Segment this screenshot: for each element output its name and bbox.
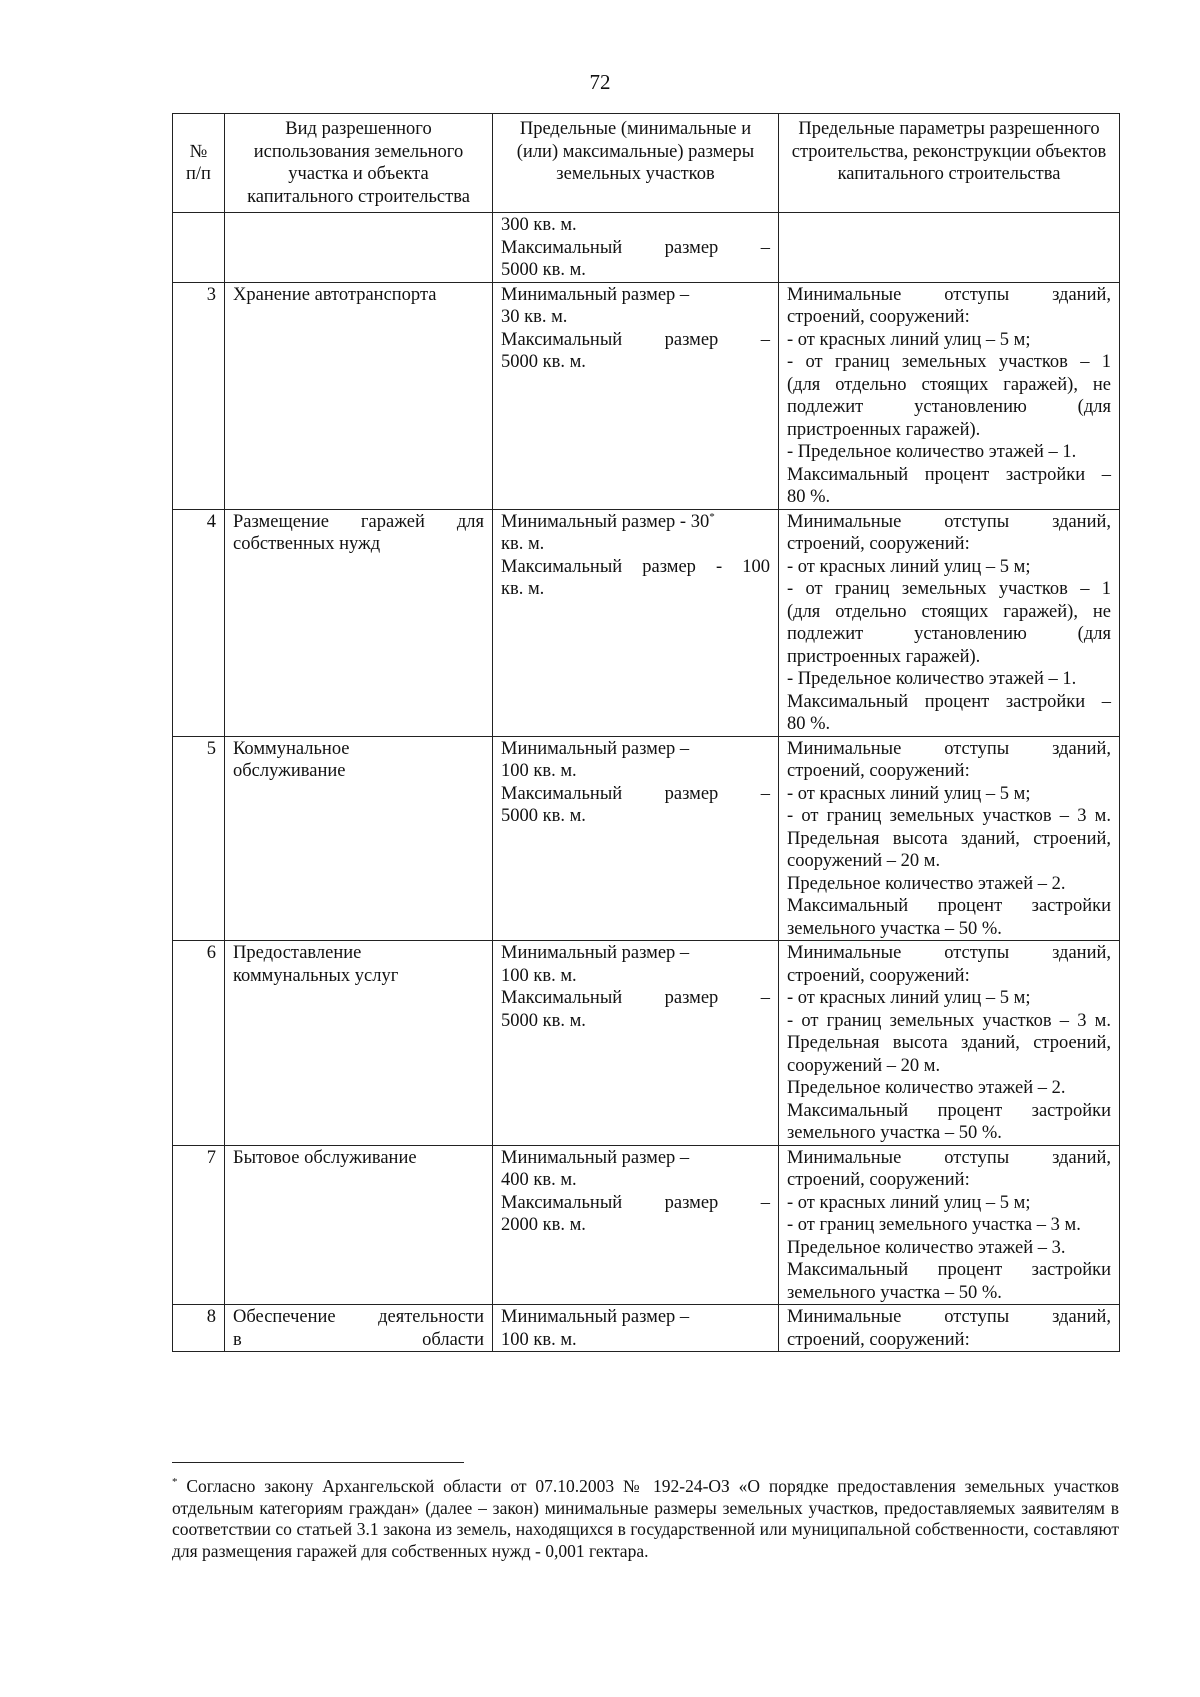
plot-size-line: 100 кв. м.	[501, 965, 577, 986]
build-params-line: подлежит установлению (для	[787, 624, 1111, 644]
plot-size-line: Максимальный размер –	[501, 988, 770, 1008]
build-params-line: - Предельное количество этажей – 1.	[787, 669, 1077, 689]
table-body	[173, 213, 1120, 1352]
plot-size-cell	[493, 213, 779, 283]
plot-size-cell	[493, 736, 779, 941]
build-params-cell	[779, 282, 1120, 509]
plot-size-cell	[493, 941, 779, 1146]
build-params-line: строений, сооружений:	[787, 534, 970, 554]
plot-size-line: 5000 кв. м.	[501, 1010, 586, 1031]
footnote	[172, 1476, 1119, 1562]
plot-size-line: 5000 кв. м.	[501, 806, 586, 826]
build-params-line: - от границ земельных участков – 1	[787, 579, 1111, 599]
plot-size-line: Минимальный размер –	[501, 1147, 690, 1168]
build-params-cell	[779, 736, 1120, 941]
use-type-line: Размещение гаражей для	[233, 511, 484, 532]
use-type-cell	[225, 1145, 493, 1305]
row-number: 7	[173, 1145, 225, 1305]
build-params-line: - от границ земельного участка – 3 м.	[787, 1215, 1081, 1235]
table-row	[173, 282, 1120, 509]
build-params-line: - от границ земельных участков – 1	[787, 352, 1111, 372]
plot-size-cell	[493, 1305, 779, 1352]
build-params-cell	[779, 213, 1120, 283]
plot-size-line: Максимальный размер –	[501, 329, 770, 350]
use-type-line: в области	[233, 1329, 484, 1350]
plot-size-line: Минимальный размер –	[501, 943, 690, 963]
header-use-type: Вид разрешенного использования земельного участка и объекта капитального строительства	[225, 114, 493, 213]
table-row	[173, 1305, 1120, 1352]
plot-size-line: кв. м.	[501, 579, 545, 599]
use-type-line: Обеспечение деятельности	[233, 1307, 484, 1327]
table-row	[173, 213, 1120, 283]
row-number: 8	[173, 1305, 225, 1352]
build-params-line: - Предельное количество этажей – 1.	[787, 442, 1077, 462]
build-params-line: 80 %.	[787, 487, 831, 507]
plot-size-line: 5000 кв. м.	[501, 260, 586, 280]
build-params-cell	[779, 1145, 1120, 1305]
build-params-line: подлежит установлению (для	[787, 397, 1111, 417]
build-params-line: строений, сооружений:	[787, 1329, 970, 1350]
build-params-line: строений, сооружений:	[787, 965, 970, 986]
footnote-marker: *	[172, 1476, 178, 1489]
plot-size-line: 100 кв. м.	[501, 1329, 577, 1350]
build-params-line: строений, сооружений:	[787, 761, 970, 781]
plot-size-line: Максимальный размер - 100	[501, 556, 770, 577]
build-params-line: Предельная высота зданий, строений,	[787, 828, 1111, 849]
plot-size-line: 400 кв. м.	[501, 1170, 577, 1190]
use-type-cell	[225, 941, 493, 1146]
build-params-line: земельного участка – 50 %.	[787, 1282, 1002, 1303]
use-type-cell	[225, 282, 493, 509]
plot-size-line: Максимальный размер –	[501, 1192, 770, 1213]
plot-size-line: кв. м.	[501, 534, 545, 554]
build-params-line: Максимальный процент застройки –	[787, 464, 1111, 485]
build-params-line: Предельное количество этажей – 3.	[787, 1237, 1066, 1258]
build-params-line: Минимальные отступы зданий,	[787, 284, 1111, 305]
build-params-line: - от границ земельных участков – 3 м.	[787, 1010, 1111, 1031]
row-number	[173, 213, 225, 283]
row-number: 3	[173, 282, 225, 509]
build-params-line: Предельная высота зданий, строений,	[787, 1033, 1111, 1053]
row-number: 5	[173, 736, 225, 941]
use-type-line: Бытовое обслуживание	[233, 1147, 417, 1168]
use-type-line: Коммунальное	[233, 738, 350, 759]
build-params-cell	[779, 941, 1120, 1146]
build-params-line: Минимальные отступы зданий,	[787, 1307, 1111, 1327]
build-params-line: Минимальные отступы зданий,	[787, 1147, 1111, 1168]
build-params-line: 80 %.	[787, 714, 831, 734]
footnote-divider	[172, 1462, 464, 1463]
build-params-line: - от красных линий улиц – 5 м;	[787, 988, 1031, 1008]
build-params-line: Минимальные отступы зданий,	[787, 738, 1111, 759]
build-params-line: Минимальные отступы зданий,	[787, 511, 1111, 532]
plot-size-line: Минимальный размер - 30*	[501, 510, 715, 532]
footnote-reference: *	[709, 510, 715, 523]
build-params-cell	[779, 1305, 1120, 1352]
build-params-line: (для отдельно стоящих гаражей), не	[787, 374, 1111, 395]
plot-size-line: 5000 кв. м.	[501, 352, 586, 372]
plot-size-cell	[493, 509, 779, 736]
plot-size-line: Максимальный размер –	[501, 237, 770, 258]
row-number: 4	[173, 509, 225, 736]
header-plot-size: Предельные (минимальные и (или) максимальные) размеры земельных участков	[493, 114, 779, 213]
build-params-line: - от границ земельных участков – 3 м.	[787, 806, 1111, 826]
plot-size-line: 100 кв. м.	[501, 761, 577, 781]
build-params-line: (для отдельно стоящих гаражей), не	[787, 601, 1111, 622]
table-header-row	[173, 114, 1120, 213]
header-number-line: №	[189, 141, 208, 162]
build-params-line: - от красных линий улиц – 5 м;	[787, 329, 1031, 350]
build-params-line: Предельное количество этажей – 2.	[787, 1078, 1066, 1098]
table-row	[173, 941, 1120, 1146]
build-params-line: - от красных линий улиц – 5 м;	[787, 783, 1031, 804]
header-number	[173, 114, 225, 213]
build-params-line: земельного участка – 50 %.	[787, 1123, 1002, 1143]
plot-size-line: Минимальный размер –	[501, 284, 690, 305]
plot-size-line: 300 кв. м.	[501, 215, 577, 235]
build-params-line: Максимальный процент застройки –	[787, 691, 1111, 712]
build-params-line: - от красных линий улиц – 5 м;	[787, 1192, 1031, 1213]
build-params-line: пристроенных гаражей).	[787, 646, 981, 667]
row-number: 6	[173, 941, 225, 1146]
build-params-line: земельного участка – 50 %.	[787, 918, 1002, 939]
footnote-text: Согласно закону Архангельской области от 07.10.2003 № 192-24-ОЗ «О порядке предоставления земельных участков отдельным категориям граждан» (далее – закон) минимальные размеры земельных участков, предоставляемых заявителям в соответствии со статьей 3.1 закона из земель, находящихся в государственной или муниципальной собственности, составляют для размещения гаражей для собственных нужд - 0,001 гектара.	[172, 1476, 1119, 1561]
build-params-line: сооружений – 20 м.	[787, 851, 941, 871]
build-params-line: Максимальный процент застройки	[787, 896, 1111, 916]
use-type-line: собственных нужд	[233, 534, 381, 554]
build-params-line: Максимальный процент застройки	[787, 1100, 1111, 1121]
plot-size-line: Максимальный размер –	[501, 783, 770, 804]
plot-size-cell	[493, 1145, 779, 1305]
use-type-cell	[225, 1305, 493, 1352]
build-params-line: Минимальные отступы зданий,	[787, 943, 1111, 963]
header-build-params: Предельные параметры разрешенного строительства, реконструкции объектов капитального строительства	[779, 114, 1120, 213]
use-type-cell	[225, 213, 493, 283]
table-row	[173, 509, 1120, 736]
build-params-line: строений, сооружений:	[787, 1170, 970, 1190]
use-type-cell	[225, 736, 493, 941]
build-params-line: строений, сооружений:	[787, 307, 970, 327]
use-type-line: Хранение автотранспорта	[233, 284, 437, 305]
use-type-line: Предоставление	[233, 943, 362, 963]
use-type-line: коммунальных услуг	[233, 965, 399, 986]
build-params-line: Максимальный процент застройки	[787, 1260, 1111, 1280]
plot-size-line: Минимальный размер –	[501, 738, 690, 759]
plot-size-line: 2000 кв. м.	[501, 1215, 586, 1235]
table-row	[173, 736, 1120, 941]
build-params-line: пристроенных гаражей).	[787, 419, 981, 440]
table-row	[173, 1145, 1120, 1305]
page-number: 72	[589, 70, 611, 94]
plot-size-line: Минимальный размер –	[501, 1307, 690, 1327]
build-params-line: - от красных линий улиц – 5 м;	[787, 556, 1031, 577]
build-params-line: сооружений – 20 м.	[787, 1055, 941, 1076]
use-type-cell	[225, 509, 493, 736]
build-params-line: Предельное количество этажей – 2.	[787, 873, 1066, 894]
plot-size-line: 30 кв. м.	[501, 307, 568, 327]
plot-size-cell	[493, 282, 779, 509]
build-params-cell	[779, 509, 1120, 736]
header-number-line: п/п	[186, 164, 211, 184]
use-type-line: обслуживание	[233, 761, 346, 781]
land-use-table	[172, 113, 1120, 1352]
